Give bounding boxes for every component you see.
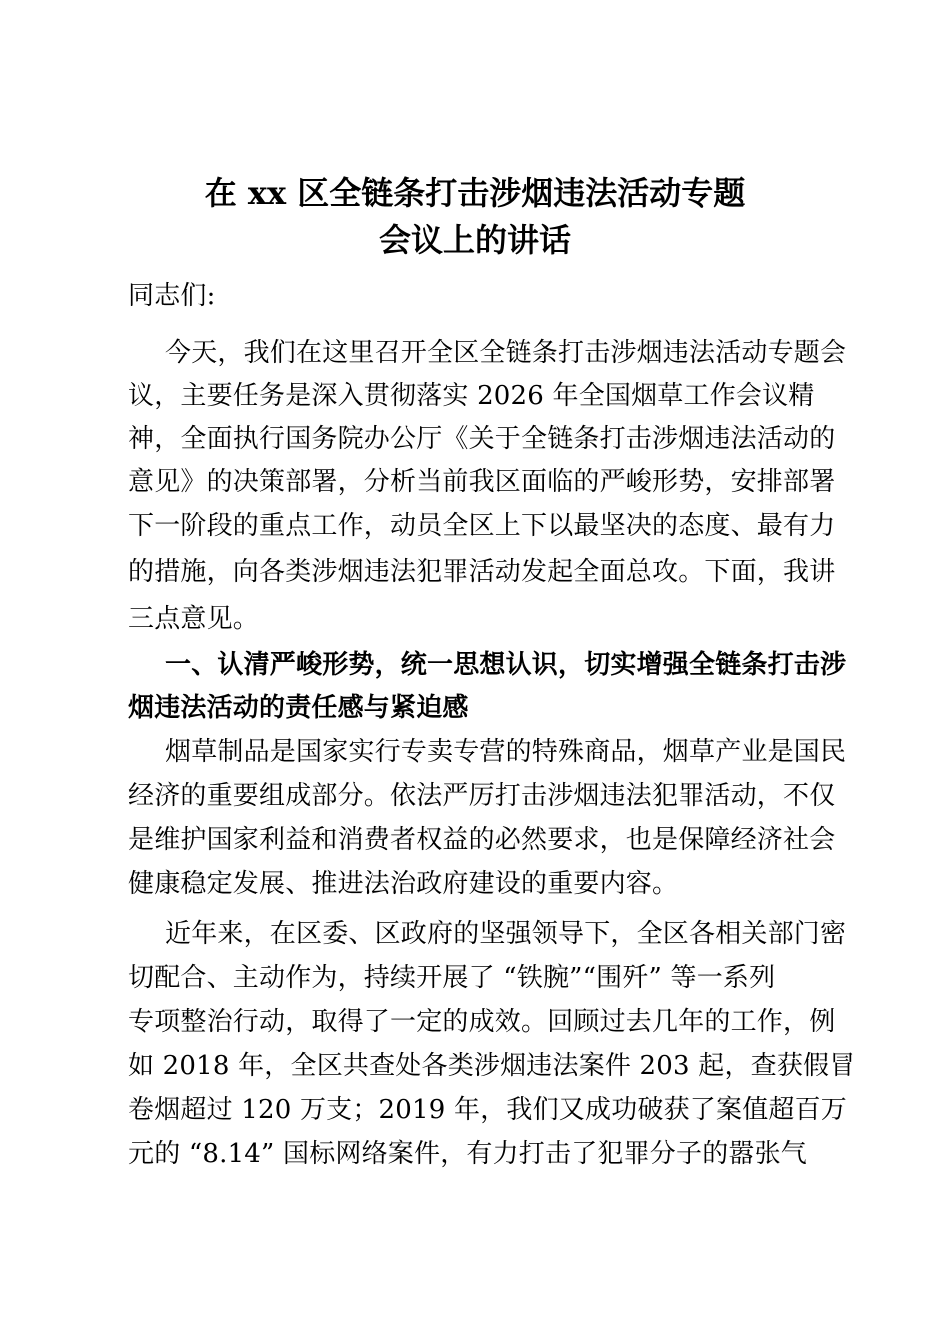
text-line: 今天，我们在这里召开全区全链条打击涉烟违法活动专题会 — [165, 338, 847, 368]
text-line: 神，全面执行国务院办公厅《关于全链条打击涉烟违法活动的 — [128, 424, 836, 454]
text-line: 议，主要任务是深入贯彻落实 2026 年全国烟草工作会议精 — [128, 381, 815, 411]
text-line: 是维护国家利益和消费者权益的必然要求，也是保障经济社会 — [128, 825, 836, 855]
text-line: 意见》的决策部署，分析当前我区面临的严峻形势，安排部署 — [128, 467, 836, 497]
text-line: 三点意见。 — [128, 604, 260, 634]
text-line: 烟草制品是国家实行专卖专营的特殊商品，烟草产业是国民 — [165, 737, 847, 767]
heading-line: 一、认清严峻形势，统一思想认识，切实增强全链条打击涉 — [165, 650, 847, 680]
document-title-line-2: 会议上的讲话 — [378, 221, 571, 259]
text-line: 专项整治行动，取得了一定的成效。回顾过去几年的工作，例 — [128, 1007, 836, 1037]
heading-line: 烟违法活动的责任感与紧迫感 — [128, 693, 469, 723]
text-line: 如 2018 年，全区共查处各类涉烟违法案件 203 起，查获假冒 — [128, 1051, 856, 1081]
text-line: 下一阶段的重点工作，动员全区上下以最坚决的态度、最有力 — [128, 511, 836, 541]
text-line: 健康稳定发展、推进法治政府建设的重要内容。 — [128, 869, 679, 899]
text-line: 元的 “8.14” 国标网络案件，有力打击了犯罪分子的嚣张气 — [128, 1139, 808, 1169]
text-line: 卷烟超过 120 万支；2019 年，我们又成功破获了案值超百万 — [128, 1095, 847, 1125]
text-line: 近年来，在区委、区政府的坚强领导下，全区各相关部门密 — [165, 919, 847, 949]
salutation: 同志们: — [128, 281, 216, 311]
document-title-line-1: 在 xx 区全链条打击涉烟违法活动专题 — [204, 174, 746, 212]
text-line: 的措施，向各类涉烟违法犯罪活动发起全面总攻。下面，我讲 — [128, 557, 836, 587]
text-line: 切配合、主动作为，持续开展了 “铁腕”“围歼” 等一系列 — [128, 963, 776, 993]
text-line: 经济的重要组成部分。依法严厉打击涉烟违法犯罪活动，不仅 — [128, 781, 836, 811]
